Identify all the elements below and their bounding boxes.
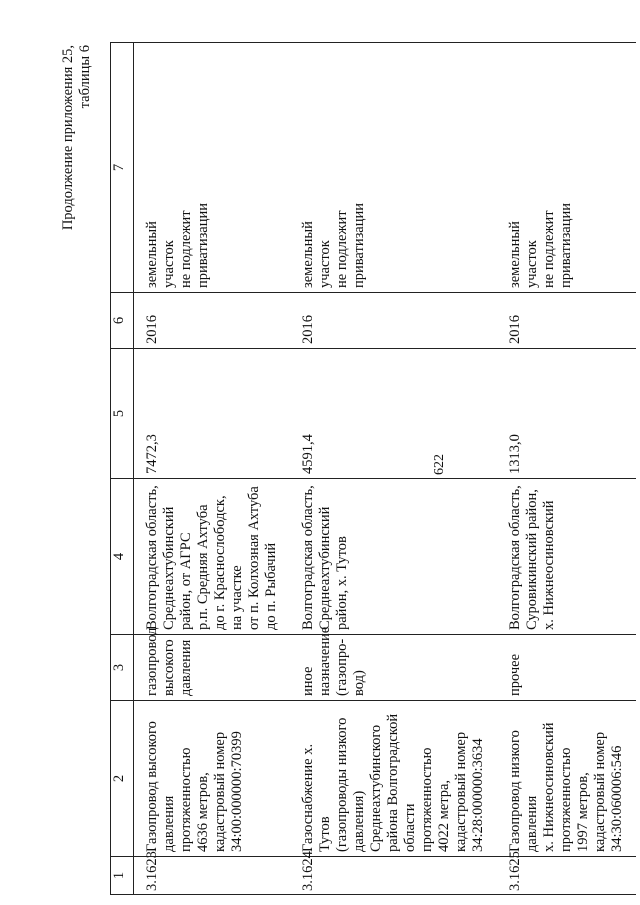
- text-line: х. Нижнеосиновский: [541, 500, 557, 630]
- text-line: приватизации: [195, 202, 211, 288]
- text-line: Газопровод высокого: [144, 721, 160, 852]
- location-cell: [290, 479, 497, 635]
- column-header: 3: [111, 635, 134, 701]
- text-line: Волгоградская область,: [300, 485, 316, 630]
- text-line: 4022 метра,: [436, 779, 452, 852]
- text-line: Волгоградская область,: [507, 485, 523, 630]
- area-cell: 1313,0: [497, 349, 636, 479]
- column-header: 7: [111, 43, 134, 293]
- table-row: [134, 43, 291, 895]
- object-name-cell: [134, 701, 291, 857]
- row-number: 3.1625.: [497, 857, 636, 895]
- text-line: (газопро-: [334, 638, 350, 696]
- text-line: участок: [317, 240, 333, 288]
- continuation-line-2: таблицы 6: [77, 45, 93, 109]
- text-line: х. Нижнеосиновский: [541, 722, 557, 852]
- text-line: назначение: [317, 626, 333, 696]
- column-header: 2: [111, 701, 134, 857]
- text-line: до г. Краснослободск,: [212, 495, 228, 630]
- column-header: 1: [111, 857, 134, 895]
- table-row: [497, 43, 636, 895]
- text-line: области протяженностью: [402, 747, 435, 852]
- text-line: земельный: [144, 221, 160, 288]
- text-line: Суровикинский район,: [524, 489, 540, 630]
- year-cell: 2016: [497, 293, 636, 349]
- continuation-header: [60, 45, 94, 265]
- note-cell: [290, 43, 497, 293]
- text-line: не подлежит: [541, 210, 557, 288]
- text-line: приватизации: [558, 202, 574, 288]
- note-cell: [497, 43, 636, 293]
- text-line: кадастровый номер: [453, 731, 469, 852]
- text-line: земельный: [507, 221, 523, 288]
- object-name-cell: [497, 701, 636, 857]
- text-line: давления: [161, 795, 177, 852]
- text-line: Газоснабжение х. Тутов: [300, 743, 333, 852]
- text-line: давления: [524, 795, 540, 852]
- column-header: 6: [111, 293, 134, 349]
- column-header: 5: [111, 349, 134, 479]
- text-line: вод): [351, 670, 367, 696]
- text-line: Волгоградская область,: [144, 485, 160, 630]
- text-line: не подлежит: [334, 210, 350, 288]
- text-line: приватизации: [351, 202, 367, 288]
- text-line: не подлежит: [178, 210, 194, 288]
- text-line: от п. Колхозная Ахтуба: [246, 486, 262, 630]
- text-line: газопровод: [144, 627, 160, 696]
- text-line: район, от АГРС: [178, 532, 194, 630]
- text-line: р.п. Средняя Ахтуба: [195, 504, 211, 630]
- row-number: 3.1623.: [134, 857, 291, 895]
- text-line: 4636 метров,: [195, 772, 211, 852]
- page-number: 622: [432, 454, 447, 475]
- text-line: 34:00:000000:70399: [229, 731, 245, 852]
- continuation-line-1: Продолжение приложения 25,: [60, 45, 76, 231]
- text-line: кадастровый номер: [212, 731, 228, 852]
- object-name-cell: [290, 701, 497, 857]
- text-line: на участке: [229, 565, 245, 630]
- text-line: Среднеахтубинский: [161, 506, 177, 630]
- text-line: 34:28:000000:3634: [470, 738, 486, 852]
- purpose-cell: [134, 627, 291, 701]
- property-table: [110, 42, 636, 895]
- text-line: 34:30:060006:546: [609, 745, 625, 852]
- text-line: протяженностью: [178, 747, 194, 852]
- text-line: Среднеахтубинский: [317, 506, 333, 630]
- text-line: Среднеахтубинского: [368, 724, 384, 852]
- text-line: протяженностью: [558, 747, 574, 852]
- area-cell: 7472,3: [134, 349, 291, 479]
- note-cell: [134, 43, 291, 293]
- purpose-cell: [497, 635, 636, 701]
- location-cell: [497, 479, 636, 635]
- text-line: района Волгоградской: [385, 713, 401, 852]
- text-line: участок: [524, 240, 540, 288]
- year-cell: 2016: [134, 293, 291, 349]
- table-row: [290, 43, 497, 895]
- location-cell: [134, 479, 291, 635]
- area-cell: 4591,4: [290, 349, 497, 479]
- text-line: давления: [178, 639, 194, 696]
- year-cell: 2016: [290, 293, 497, 349]
- table-header-row: [111, 43, 134, 895]
- row-number: 3.1624.: [290, 857, 497, 895]
- text-line: иное: [300, 666, 316, 696]
- text-line: прочее: [507, 653, 523, 696]
- column-header: 4: [111, 479, 134, 635]
- text-line: Газопровод низкого: [507, 730, 523, 852]
- text-line: 1997 метров,: [575, 772, 591, 852]
- text-line: район, х. Тутов: [334, 536, 350, 630]
- text-line: давления): [351, 790, 367, 852]
- text-line: кадастровый номер: [592, 731, 608, 852]
- text-line: (газопроводы низкого: [334, 717, 350, 852]
- text-line: высокого: [161, 639, 177, 696]
- purpose-cell: [290, 626, 497, 701]
- text-line: земельный: [300, 221, 316, 288]
- text-line: участок: [161, 240, 177, 288]
- text-line: до п. Рыбачий: [263, 542, 279, 630]
